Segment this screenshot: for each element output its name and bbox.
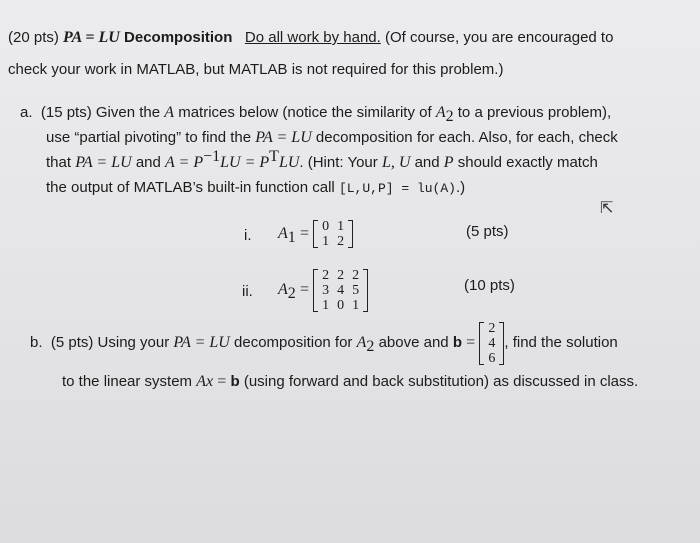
math: A = P <box>165 154 204 171</box>
item-ii-equation <box>278 260 368 320</box>
equals: = <box>217 373 227 390</box>
part-b-line2 <box>62 372 638 392</box>
points-label: (20 pts) <box>8 29 59 46</box>
math: A <box>435 104 446 121</box>
part-a-line3 <box>46 148 598 173</box>
text: should exactly match <box>457 154 598 171</box>
subscript: 2 <box>366 338 375 355</box>
text: to a previous problem), <box>457 104 612 121</box>
text: (15 pts) Given the <box>40 104 161 121</box>
equals: = <box>299 225 309 242</box>
vector-b-table <box>484 321 499 366</box>
superscript: T <box>269 148 279 165</box>
text: to the linear system <box>62 373 193 390</box>
note-line2: check your work in MATLAB, but MATLAB is not required for this problem.) <box>8 61 504 78</box>
matrix-name: A <box>278 225 288 242</box>
matrix-a1-table <box>318 219 348 249</box>
math: A <box>164 104 175 121</box>
text: above and <box>378 334 449 351</box>
matrix-name: A <box>278 281 288 298</box>
matrix-a2-table <box>318 268 363 313</box>
math: L, U <box>381 154 411 171</box>
text: (5 pts) Using your <box>50 334 170 351</box>
matrix-cell: 5 <box>352 282 360 298</box>
text: matrices below (notice the similarity of <box>178 104 432 121</box>
equals: = <box>299 281 309 298</box>
math: PA = LU <box>255 129 312 146</box>
part-b-line1 <box>30 318 618 368</box>
item-i-points: (5 pts) <box>466 223 509 240</box>
mouse-cursor-icon: ⇱ <box>600 200 614 217</box>
matrix-cell: 1 <box>352 297 360 313</box>
text: .) <box>455 179 466 196</box>
matrix-cell: 1 <box>337 219 345 235</box>
problem-header-line1 <box>8 28 613 48</box>
math: PA = LU <box>75 154 132 171</box>
text: decomposition for each. Also, for each, check <box>315 129 618 146</box>
title-text: Decomposition <box>124 29 233 46</box>
matrix-cell: 4 <box>337 282 345 298</box>
matrix-cell: 4 <box>488 335 496 351</box>
matrix-cell: 1 <box>322 297 330 313</box>
text: the output of MATLAB’s built-in function call <box>46 179 335 196</box>
text: . (Hint: Your <box>299 154 378 171</box>
text: use “partial pivoting” to find the <box>46 129 252 146</box>
text: and <box>414 154 440 171</box>
part-a-line4 <box>46 178 465 199</box>
math: LU <box>278 154 300 171</box>
text: that <box>46 154 72 171</box>
part-a-label: a. <box>20 104 33 121</box>
text: decomposition for <box>234 334 353 351</box>
matlab-call: [L,U,P] = lu(A) <box>338 181 456 196</box>
math: PA = LU <box>173 334 230 351</box>
matrix-cell: 2 <box>337 267 345 283</box>
matrix-cell: 0 <box>337 297 345 313</box>
matrix-cell: 2 <box>322 267 330 283</box>
vector-b-matrix <box>479 321 504 366</box>
math: A <box>356 334 367 351</box>
note-line1: (Of course, you are encouraged to <box>384 29 614 46</box>
part-a-line2 <box>46 128 618 148</box>
matrix-cell: 2 <box>337 234 345 250</box>
title-equation: PA = LU <box>63 29 120 46</box>
part-b-label: b. <box>30 334 43 351</box>
math: P <box>443 154 454 171</box>
math: Ax <box>196 373 214 390</box>
subscript: 2 <box>445 108 454 125</box>
matrix-cell: 3 <box>322 282 330 298</box>
subscript: 2 <box>287 285 296 302</box>
text: (using forward and back substitution) as discussed in class. <box>243 373 639 390</box>
matrix-cell: 2 <box>488 320 496 336</box>
text: , find the solution <box>504 334 618 351</box>
matrix-cell: 1 <box>322 234 330 250</box>
math: LU = P <box>220 154 270 171</box>
vector-b: b <box>230 373 240 390</box>
item-i-equation <box>278 214 353 254</box>
equals: = <box>466 334 476 351</box>
part-a-line1 <box>20 103 611 123</box>
matrix-a1 <box>313 219 353 249</box>
item-ii-number: ii. <box>242 283 253 300</box>
matrix-a2 <box>313 268 368 313</box>
matrix-cell: 0 <box>322 219 330 235</box>
matrix-cell: 2 <box>352 267 360 283</box>
matrix-cell: 6 <box>488 350 496 366</box>
instruction-underlined: Do all work by hand. <box>244 29 381 46</box>
item-ii-points: (10 pts) <box>464 277 515 294</box>
superscript: −1 <box>203 148 221 165</box>
item-i-number: i. <box>244 227 252 244</box>
text: and <box>135 154 161 171</box>
vector-b: b <box>452 334 462 351</box>
problem-header-line2 <box>8 60 503 80</box>
subscript: 1 <box>287 229 296 246</box>
